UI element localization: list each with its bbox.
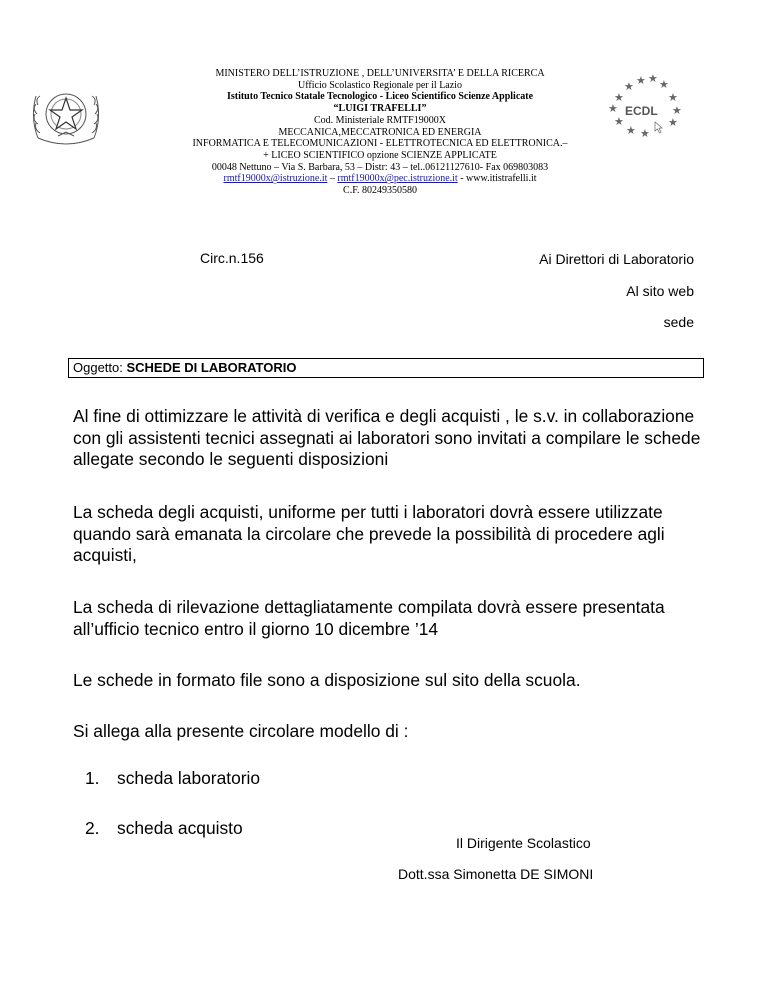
subject-text: SCHEDE DI LABORATORIO (126, 360, 297, 375)
list-item-number: 2. (85, 818, 100, 838)
address-line: 00048 Nettuno – Via S. Barbara, 53 – Distr: 43 – tel..06121127610- Fax 069803083 (211, 161, 549, 173)
recipient-seat: sede (663, 314, 694, 330)
svg-text:★: ★ (668, 91, 678, 104)
course-line-2: INFORMATICA E TELECOMUNICAZIONI - ELETTROTECNICA ED ELETTRONICA.– (192, 138, 568, 150)
regional-office-line: Ufficio Scolastico Regionale per il Lazio (298, 79, 462, 91)
svg-text:★: ★ (672, 104, 682, 117)
list-item-number: 1. (85, 768, 100, 788)
svg-text:★: ★ (626, 124, 636, 137)
course-line-3: + LICEO SCIENTIFICO opzione SCIENZE APPLICATE (263, 149, 497, 161)
subject-box (68, 358, 704, 378)
recipient-website: Al sito web (626, 283, 694, 299)
ecdl-logo-icon (600, 70, 684, 140)
pec-email-link[interactable]: rmtf19000x@pec.istruzione.it (337, 173, 458, 185)
email-separator: – (327, 173, 338, 185)
list-item (85, 818, 243, 839)
circular-number: Circ.n.156 (200, 250, 264, 266)
paragraph-survey-form: La scheda di rilevazione dettagliatamente compilata dovrà essere presentata all’ufficio tecnico entro il giorno 10 dicembre ’14 (73, 597, 665, 639)
ecdl-logo-text: ECDL (625, 104, 658, 118)
institute-name: “LUIGI TRAFELLI” (333, 103, 427, 115)
ministerial-code: Cod. Ministeriale RMTF19000X (314, 114, 446, 126)
list-item-text: scheda acquisto (117, 818, 243, 838)
tax-code: C.F. 80249350580 (343, 185, 417, 197)
institute-line: Istituto Tecnico Statale Tecnologico - Liceo Scientifico Scienze Applicate (226, 91, 534, 103)
italian-republic-emblem-icon (26, 78, 106, 150)
ministry-line: MINISTERO DELL’ISTRUZIONE , DELL’UNIVERSITA’ E DELLA RICERCA (215, 68, 545, 79)
svg-text:★: ★ (614, 91, 624, 104)
svg-text:★: ★ (640, 127, 650, 140)
letterhead (130, 68, 630, 197)
paragraph-attachments: Si allega alla presente circolare modello di : (73, 721, 409, 741)
svg-text:★: ★ (668, 116, 678, 129)
paragraph-purchase-form: La scheda degli acquisti, uniforme per tutti i laboratori dovrà essere utilizzate quando sarà emanata la circolare che prevede la possibilità di procedere agli acquisti, (73, 502, 665, 565)
email-link[interactable]: rmtf19000x@istruzione.it (223, 173, 328, 185)
paragraph-files: Le schede in formato file sono a disposizione sul sito della scuola. (73, 670, 581, 690)
contact-line (130, 173, 630, 185)
svg-text:★: ★ (648, 72, 658, 85)
svg-text:★: ★ (614, 115, 624, 128)
signature-role: Il Dirigente Scolastico (456, 835, 591, 851)
svg-text:★: ★ (624, 80, 634, 93)
list-item (85, 768, 260, 789)
recipient-lab-directors: Ai Direttori di Laboratorio (539, 251, 694, 267)
svg-text:★: ★ (659, 78, 669, 91)
svg-text:★: ★ (636, 74, 646, 87)
list-item-text: scheda laboratorio (117, 768, 261, 788)
signature-name: Dott.ssa Simonetta DE SIMONI (398, 866, 594, 882)
subject-label: Oggetto: (73, 360, 127, 375)
paragraph-intro: Al fine di ottimizzare le attività di verifica e degli acquisti , le s.v. in collaborazione con gli assistenti tecnici assegnati ai laboratori sono invitati a compilare le schede allegate secondo le seguenti disposizioni (73, 406, 701, 469)
svg-text:★: ★ (608, 102, 618, 115)
course-line-1: MECCANICA,MECCATRONICA ED ENERGIA (278, 126, 482, 138)
website-text: - www.itistrafelli.it (457, 173, 537, 185)
